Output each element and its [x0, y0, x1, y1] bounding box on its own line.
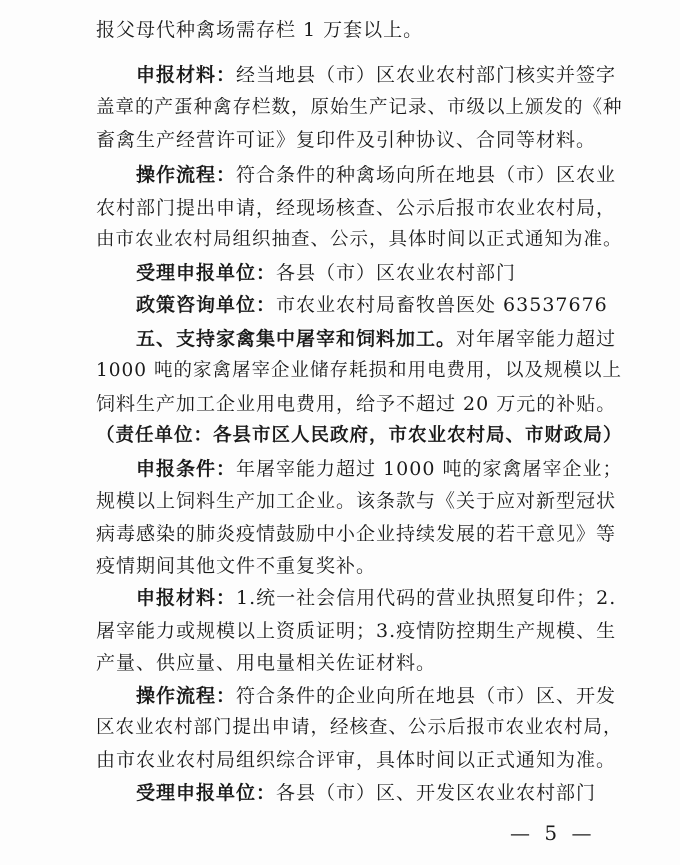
line-label: 操作流程：	[136, 685, 237, 707]
text-line	[96, 391, 616, 417]
line-text: 符合条件的企业向所在地县（市）区、开发	[236, 685, 617, 707]
text-line	[136, 292, 608, 318]
text-line	[96, 423, 623, 449]
text-line	[96, 715, 623, 741]
line-text: 疫情期间其他文件不重复奖补。	[96, 555, 377, 577]
text-line	[96, 358, 622, 384]
text-line	[96, 618, 616, 644]
line-label: 申报材料：	[136, 587, 237, 609]
text-line	[136, 585, 616, 611]
line-text: 产量、供应量、用电量相关佐证材料。	[96, 652, 437, 674]
line-text: 1000 吨的家禽屠宰企业储存耗损和用电费用，以及规模以上	[96, 360, 622, 381]
line-text: 各县（市）区、开发区农业农村部门	[276, 782, 597, 804]
line-text: 饲料生产加工企业用电费用，给予不超过 20 万元的补贴。	[96, 393, 617, 415]
text-line	[136, 260, 516, 286]
line-label: 操作流程：	[136, 164, 237, 186]
line-label: 申报材料：	[136, 64, 237, 86]
line-text: 报父母代种禽场需存栏 1 万套以上。	[96, 19, 424, 41]
line-text: 农村部门提出申请，经现场核查、公示后报市农业农村局，	[96, 197, 617, 219]
line-text: 盖章的产蛋种禽存栏数，原始生产记录、市级以上颁发的《种	[96, 97, 623, 118]
line-text: 各县（市）区农业农村部门	[276, 262, 517, 284]
line-text: 对年屠宰能力超过	[456, 328, 617, 350]
text-line	[96, 95, 623, 121]
text-line	[136, 456, 622, 482]
line-label: 政策咨询单位：	[136, 294, 277, 316]
line-text: 由市农业农村局组织综合评审，具体时间以正式通知为准。	[96, 749, 617, 771]
text-line	[136, 326, 616, 352]
text-line	[136, 62, 616, 88]
text-line	[136, 780, 596, 806]
line-label: 五、支持家禽集中屠宰和饲料加工。	[136, 328, 457, 350]
line-text: 符合条件的种禽场向所在地县（市）区农业	[236, 164, 617, 186]
page-number: — 5 —	[510, 821, 596, 845]
line-text: 屠宰能力或规模以上资质证明；3.疫情防控期生产规模、生	[96, 620, 617, 642]
text-line	[96, 650, 436, 676]
line-text: 由市农业农村局组织抽查、公示，具体时间以正式通知为准。	[96, 229, 623, 250]
line-text: 病毒感染的肺炎疫情鼓励中小企业持续发展的若干意见》等	[96, 523, 617, 545]
text-line	[96, 747, 616, 773]
line-label: 申报条件：	[136, 458, 237, 480]
line-text: 市农业农村局畜牧兽医处 63537676	[276, 294, 608, 316]
line-text: 区农业农村部门提出申请，经核查、公示后报市农业农村局，	[96, 717, 623, 738]
text-line	[136, 162, 616, 188]
line-text: 1.统一社会信用代码的营业执照复印件；2.	[236, 587, 617, 609]
text-line	[136, 683, 616, 709]
text-line	[96, 227, 623, 253]
line-text: 经当地县（市）区农业农村部门核实并签字	[236, 64, 617, 86]
line-label: （责任单位：各县市区人民政府，市农业农村局、市财政局）	[96, 425, 623, 446]
text-line	[96, 553, 376, 579]
text-line	[96, 195, 616, 221]
text-line	[96, 488, 616, 514]
text-line	[96, 521, 616, 547]
line-label: 受理申报单位：	[136, 782, 277, 804]
line-text: 规模以上饲料生产加工企业。该条款与《关于应对新型冠状	[96, 490, 617, 512]
line-text: 畜禽生产经营许可证》复印件及引种协议、合同等材料。	[96, 129, 597, 151]
line-label: 受理申报单位：	[136, 262, 277, 284]
text-line	[96, 127, 596, 153]
line-text: 年屠宰能力超过 1000 吨的家禽屠宰企业；	[236, 458, 623, 480]
text-line	[96, 17, 423, 43]
